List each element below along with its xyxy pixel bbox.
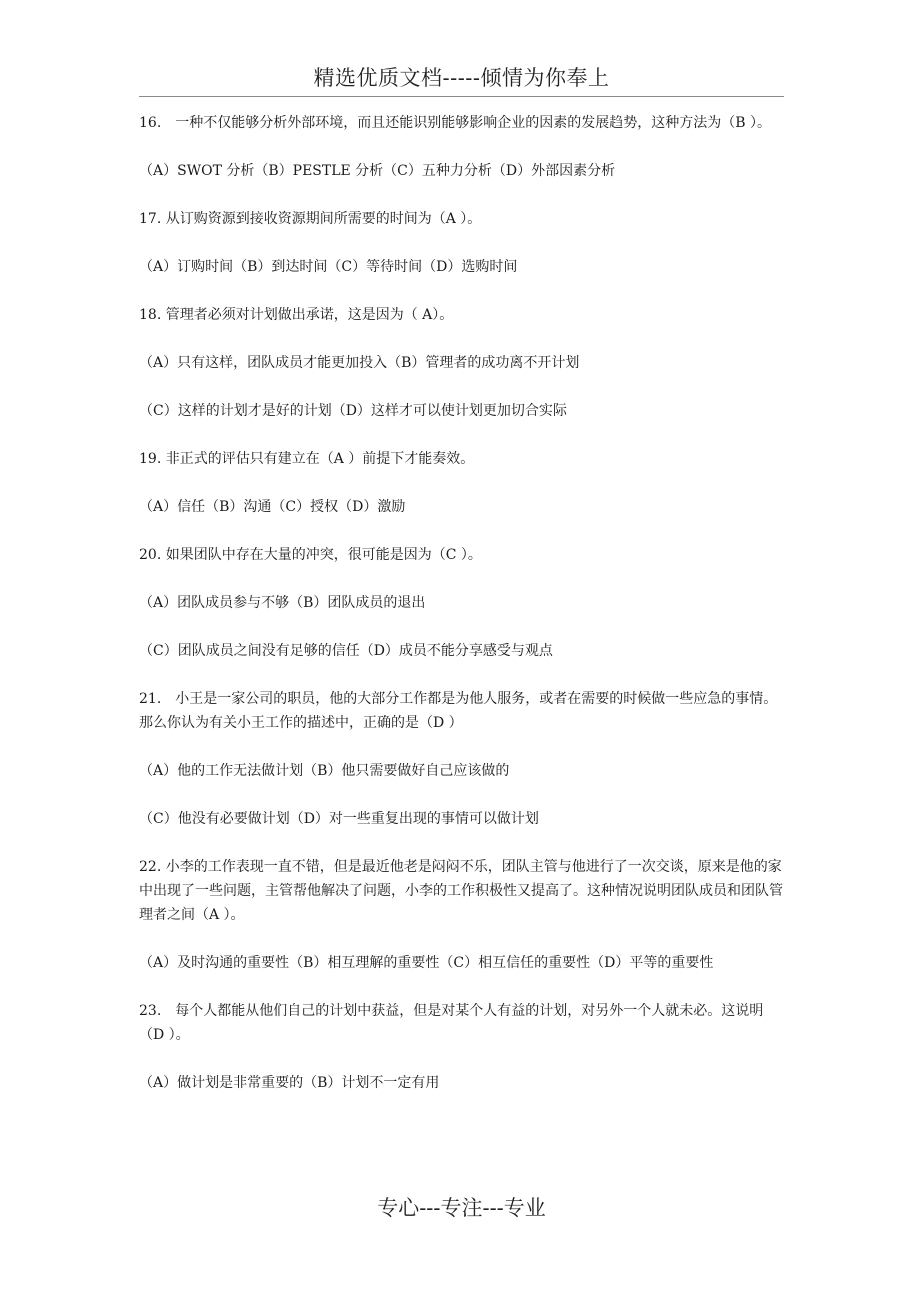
question-16-options: （A）SWOT 分析（B）PESTLE 分析（C）五种力分析（D）外部因素分析 (139, 163, 616, 179)
question-23-stem: 23. 每个人都能从他们自己的计划中获益，但是对某个人有益的计划，对另外一个人就未必。这说明（D ）。 (139, 1003, 764, 1043)
question-19-options: （A）信任（B）沟通（C）授权（D）激励 (139, 499, 406, 515)
page-footer (139, 1192, 784, 1224)
question-17-stem: 17. 从订购资源到接收资源期间所需要的时间为（A ）。 (139, 211, 482, 227)
question-20-options-cd: （C）团队成员之间没有足够的信任（D）成员不能分享感受与观点 (139, 643, 553, 659)
question-18-options-ab: （A）只有这样，团队成员才能更加投入（B）管理者的成功离不开计划 (139, 355, 580, 371)
question-21-options-ab: （A）他的工作无法做计划（B）他只需要做好自己应该做的 (139, 763, 510, 779)
question-22-stem: 22. 小李的工作表现一直不错，但是最近他老是闷闷不乐，团队主管与他进行了一次交谈，原来是他的家中出现了一些问题，主管帮他解决了问题，小李的工作积极性又提高了。这种情况说明团队成员和团队管理者之间（A ）。 (139, 859, 783, 923)
question-18-options-cd: （C）这样的计划才是好的计划（D）这样才可以使计划更加切合实际 (139, 403, 567, 419)
question-18-stem: 18. 管理者必须对计划做出承诺，这是因为（ A）。 (139, 307, 454, 323)
question-16-stem: 16. 一种不仅能够分析外部环境，而且还能识别能够影响企业的因素的发展趋势，这种方法为（B ）。 (139, 115, 772, 131)
question-21-options-cd: （C）他没有必要做计划（D）对一些重复出现的事情可以做计划 (139, 811, 539, 827)
question-23-options: （A）做计划是非常重要的（B）计划不一定有用 (139, 1075, 440, 1091)
header-title: 精选优质文档-----倾情为你奉上 (313, 66, 610, 90)
question-20-stem: 20. 如果团队中存在大量的冲突，很可能是因为（C ）。 (139, 547, 482, 563)
question-21-stem: 21. 小王是一家公司的职员，他的大部分工作都是为他人服务，或者在需要的时候做一些应急的事情。那么你认为有关小王工作的描述中，正确的是（D ） (139, 691, 778, 731)
document-body (139, 111, 784, 1095)
footer-text: 专心---专注---专业 (377, 1196, 546, 1220)
question-20-options-ab: （A）团队成员参与不够（B）团队成员的退出 (139, 595, 426, 611)
question-17-options: （A）订购时间（B）到达时间（C）等待时间（D）选购时间 (139, 259, 518, 275)
page-header (139, 62, 784, 97)
question-22-options: （A）及时沟通的重要性（B）相互理解的重要性（C）相互信任的重要性（D）平等的重要性 (139, 955, 714, 971)
question-19-stem: 19. 非正式的评估只有建立在（A ）前提下才能奏效。 (139, 451, 475, 467)
